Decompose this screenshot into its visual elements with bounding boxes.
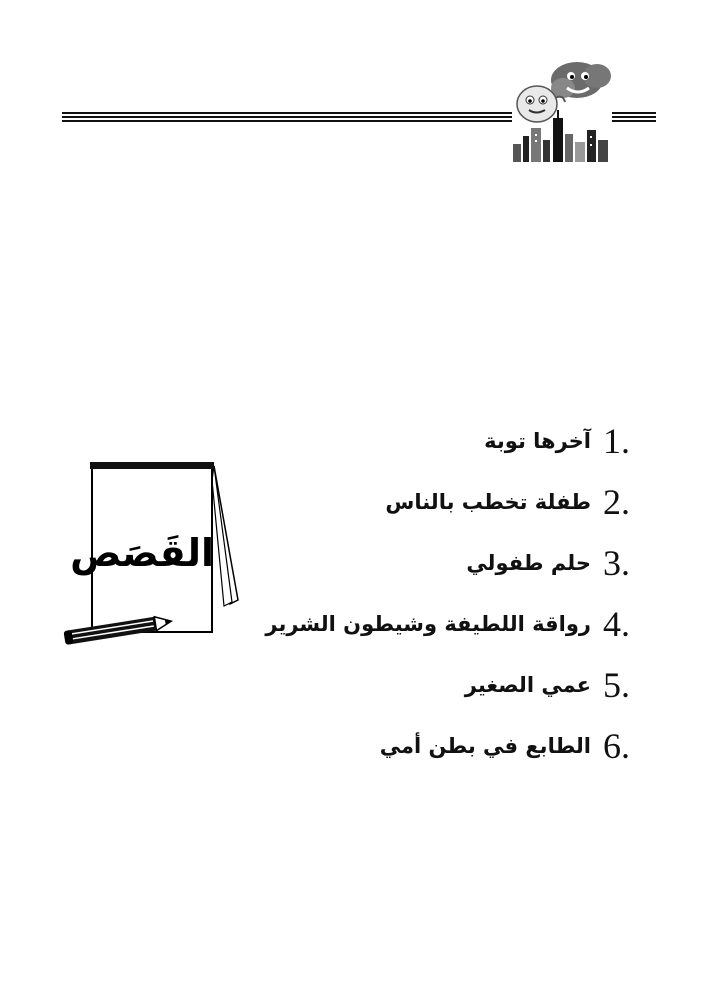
item-number: 3. <box>603 542 630 583</box>
item-number: 1. <box>603 420 630 461</box>
city-skyline-with-cartoon-faces-icon <box>505 58 617 164</box>
list-item[interactable] <box>255 654 665 715</box>
header-rule-right <box>612 112 656 126</box>
story-title: طفلة تخطب بالناس <box>385 489 591 514</box>
table-of-contents <box>255 410 665 776</box>
story-title: الطابع في بطن أمي <box>379 733 591 758</box>
list-item[interactable] <box>255 715 665 776</box>
section-title: القَصَص <box>70 531 214 575</box>
item-number: 4. <box>603 603 630 644</box>
list-item[interactable] <box>255 532 665 593</box>
story-title: آخرها توبة <box>484 428 591 453</box>
list-item[interactable] <box>255 593 665 654</box>
story-title: حلم طفولي <box>466 550 591 575</box>
header-rule-left <box>62 112 512 126</box>
story-title: رواقة اللطيفة وشيطون الشرير <box>265 611 591 636</box>
item-number: 5. <box>603 664 630 705</box>
list-item[interactable] <box>255 471 665 532</box>
list-item[interactable] <box>255 410 665 471</box>
item-number: 2. <box>603 481 630 522</box>
item-number: 6. <box>603 725 630 766</box>
story-title: عمي الصغير <box>464 672 591 697</box>
